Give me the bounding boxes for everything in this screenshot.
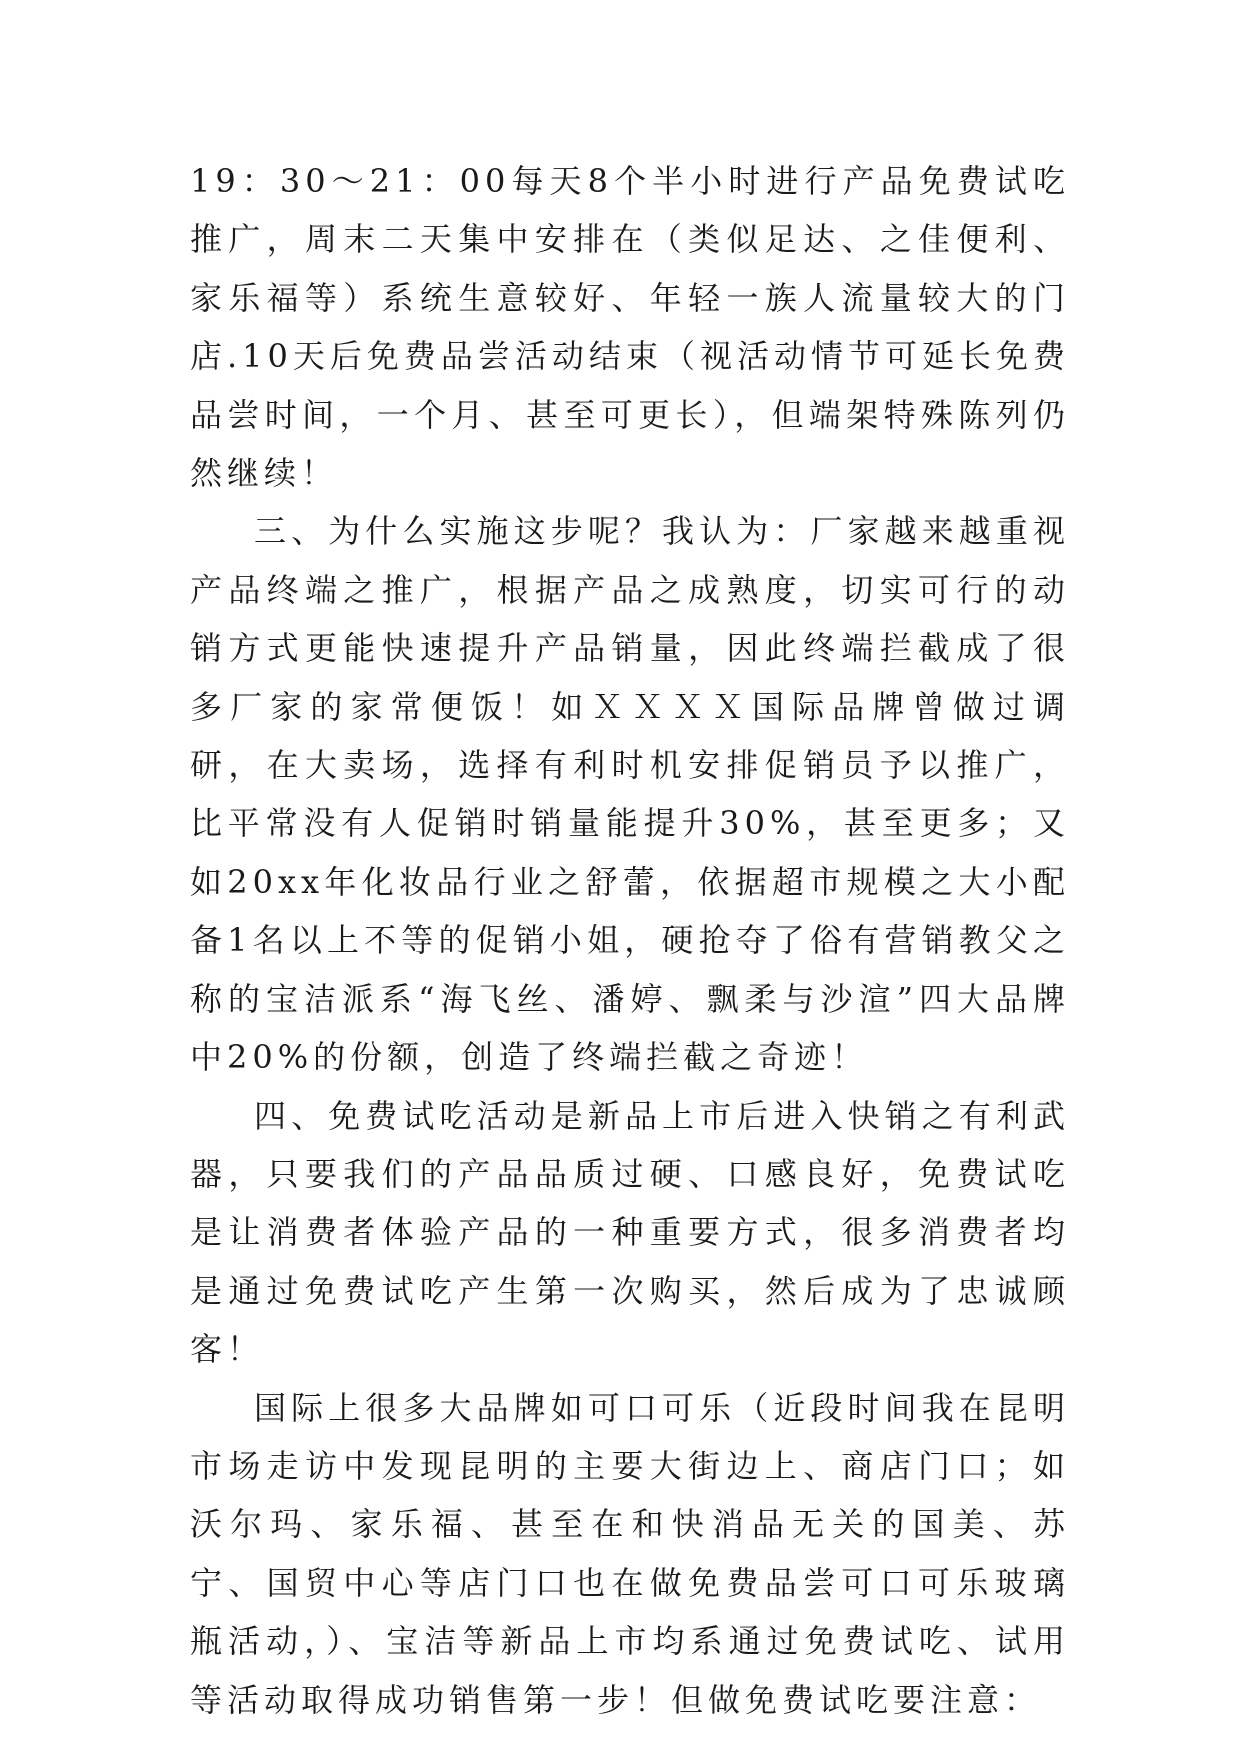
document-body [190,152,1070,1729]
paragraph-continuation: 19：30～21：00每天8个半小时进行产品免费试吃推广，周末二天集中安排在（类似足达、之佳便利、家乐福等）系统生意较好、年轻一族人流量较大的门店.10天后免费品尝活动结束（视活动情节可延长免费品尝时间，一个月、甚至可更长），但端架特殊陈列仍然继续！ [190,162,1070,493]
paragraph-section-three: 三、为什么实施这步呢？我认为：厂家越来越重视产品终端之推广，根据产品之成熟度，切实可行的动销方式更能快速提升产品销量，因此终端拦截成了很多厂家的家常便饭！如ＸＸＸＸ国际品牌曾做过调研，在大卖场，选择有利时机安排促销员予以推广，比平常没有人促销时销量能提升30%，甚至更多；又如20xx年化妆品行业之舒蕾，依据超市规模之大小配备1名以上不等的促销小姐，硬抢夺了俗有营销教父之称的宝洁派系“海飞丝、潘婷、飘柔与沙渲”四大品牌中20%的份额，创造了终端拦截之奇迹！ [190,512,1070,1077]
paragraph-section-four: 四、免费试吃活动是新品上市后进入快销之有利武器，只要我们的产品品质过硬、口感良好，免费试吃是让消费者体验产品的一种重要方式，很多消费者均是通过免费试吃产生第一次购买，然后成为了忠诚顾客！ [190,1096,1070,1369]
paragraph-international-brands: 国际上很多大品牌如可口可乐（近段时间我在昆明市场走访中发现昆明的主要大街边上、商店门口；如沃尔玛、家乐福、甚至在和快消品无关的国美、苏宁、国贸中心等店门口也在做免费品尝可口可乐玻璃瓶活动，）、宝洁等新品上市均系通过免费试吃、试用等活动取得成功销售第一步！但做免费试吃要注意： [190,1388,1070,1719]
